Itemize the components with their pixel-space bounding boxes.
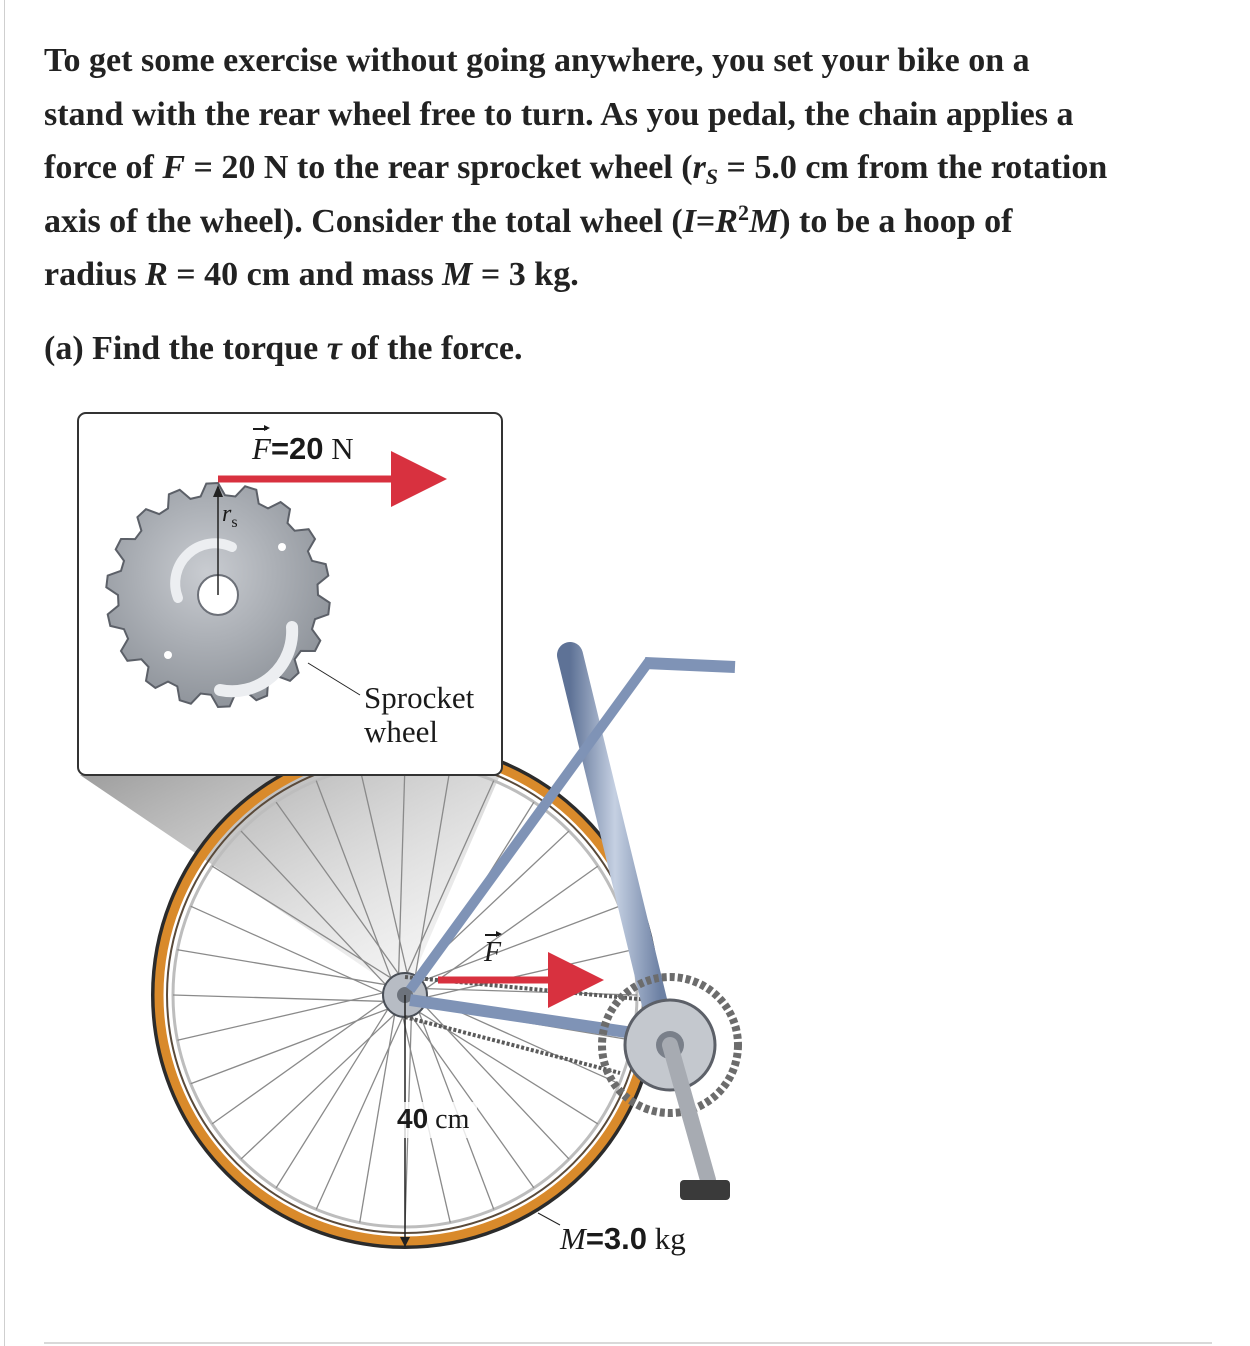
torque-symbol: τ (326, 330, 342, 367)
chain-force-label: F (484, 937, 502, 968)
wheel-radius-label: 40 cm (397, 1103, 470, 1135)
wheel-mass-label: M=3.0 kg (560, 1221, 686, 1256)
spoke (241, 1000, 410, 1159)
spoke (191, 1001, 408, 1083)
bottom-divider (44, 1342, 1212, 1344)
problem-statement (44, 34, 1224, 302)
problem-line-1: To get some exercise without going anywhere, you set your bike on a (44, 42, 1030, 79)
bicycle-figure (60, 405, 760, 1275)
spoke (276, 991, 399, 1188)
problem-line-3: force of F = 20 N to the rear sprocket wheel ($r_S = 5.0$ cm from the rotation (44, 149, 1108, 189)
inset-force-label: F=20 N (252, 431, 354, 466)
page-left-border (4, 0, 5, 1346)
spoke (212, 989, 401, 1124)
pedal (680, 1180, 730, 1200)
spoke (399, 999, 534, 1188)
mass-leader (538, 1213, 560, 1225)
problem-line-2: stand with the rear wheel free to turn. As you pedal, the chain applies a (44, 95, 1074, 133)
problem-line-4: axis of the wheel). Consider the total wheel $(I=R^2M)$ to be a hoop of (44, 199, 1013, 240)
spoke (360, 994, 398, 1223)
sprocket-radius-label: $r_s$ (222, 501, 238, 531)
sprocket-wheel-label: Sprocket wheel (364, 680, 475, 749)
problem-line-5: radius R = 40 cm and mass M = 3 kg. (44, 256, 579, 293)
zoom-shading (80, 775, 500, 995)
question-part-a: (a) Find the torque τ of the force. (44, 330, 523, 367)
top-tube (645, 663, 735, 667)
bicycle-illustration (60, 405, 760, 1275)
spoke (411, 992, 493, 1209)
chain-stay (410, 1000, 660, 1037)
